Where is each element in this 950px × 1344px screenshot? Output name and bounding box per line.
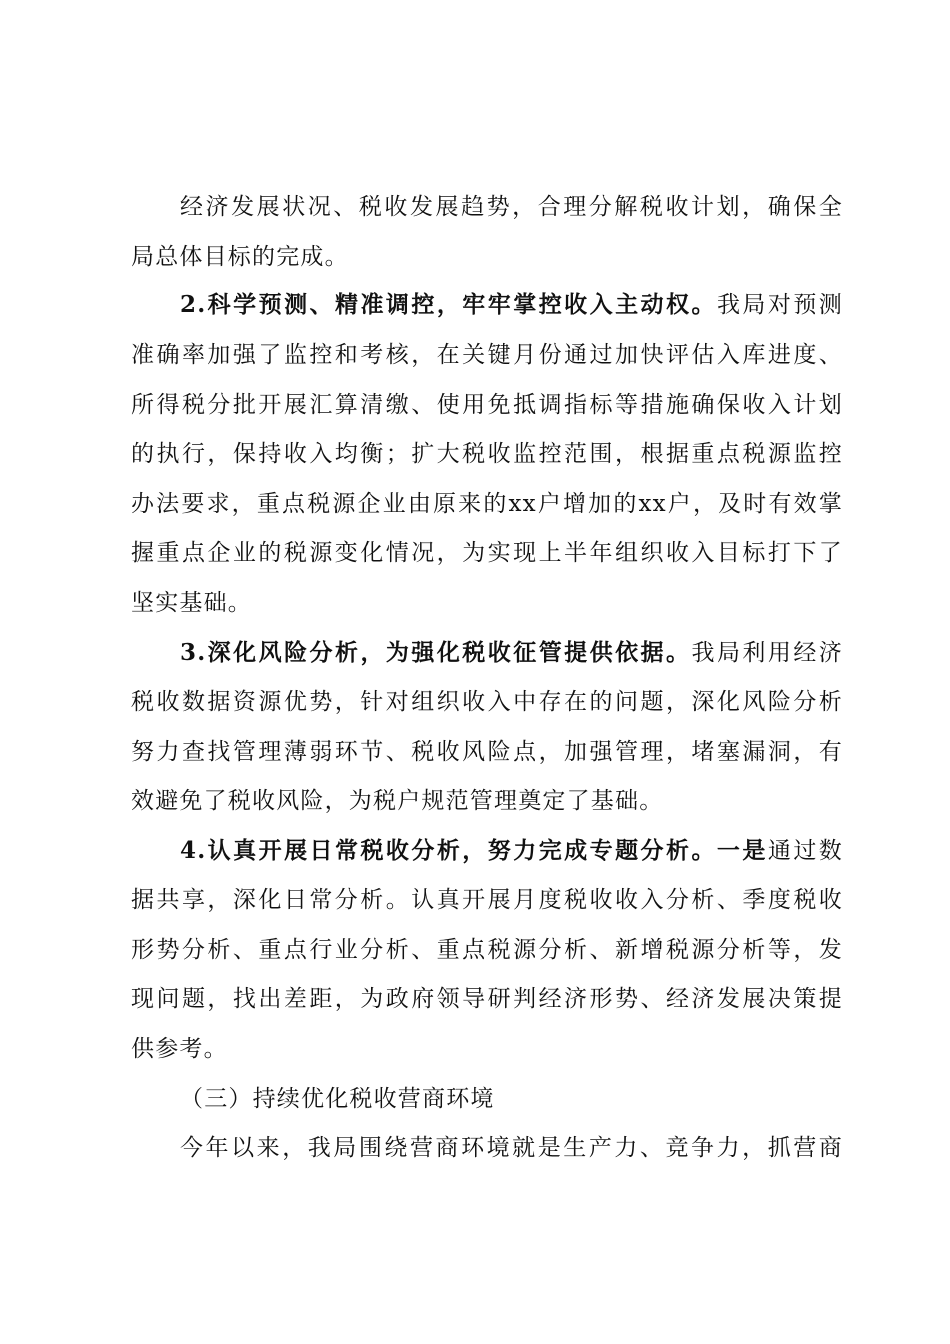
paragraph-line: 供参考。 (131, 1036, 228, 1062)
item-3-text: 我局利用经济 (691, 640, 844, 666)
paragraph-line: 局总体目标的完成。 (131, 244, 349, 270)
paragraph-line: 坚实基础。 (131, 590, 252, 616)
paragraph-line: 握重点企业的税源变化情况，为实现上半年组织收入目标打下了 (131, 540, 843, 566)
paragraph-line: 努力查找管理薄弱环节、税收风险点，加强管理，堵塞漏洞，有 (131, 739, 843, 765)
item-2-text: 我局对预测 (716, 292, 843, 318)
item-4-first-line (180, 836, 843, 866)
paragraph-line: 形势分析、重点行业分析、重点税源分析、新增税源分析等，发 (131, 937, 843, 963)
paragraph-line: 经济发展状况、税收发展趋势，合理分解税收计划，确保全 (180, 194, 843, 220)
item-2-first-line (180, 290, 843, 320)
paragraph-line: 效避免了税收风险，为税户规范管理奠定了基础。 (131, 788, 664, 814)
section-heading: （三）持续优化税收营商环境 (180, 1086, 495, 1112)
item-2-heading: 2.科学预测、精准调控，牢牢掌控收入主动权。 (180, 291, 717, 318)
paragraph-line: 税收数据资源优势，针对组织收入中存在的问题，深化风险分析 (131, 689, 843, 715)
paragraph-line: 据共享，深化日常分析。认真开展月度税收收入分析、季度税收 (131, 887, 843, 913)
paragraph-line: 的执行，保持收入均衡；扩大税收监控范围，根据重点税源监控 (131, 441, 843, 467)
paragraph-line: 办法要求，重点税源企业由原来的xx户增加的xx户，及时有效掌 (131, 491, 843, 517)
item-4-heading: 4.认真开展日常税收分析，努力完成专题分析。一是 (180, 837, 768, 864)
item-3-heading: 3.深化风险分析，为强化税收征管提供依据。 (180, 639, 692, 666)
item-3-first-line (180, 638, 843, 668)
item-4-text: 通过数 (767, 838, 844, 864)
paragraph-line: 准确率加强了监控和考核，在关键月份通过加快评估入库进度、 (131, 342, 843, 368)
paragraph-line: 今年以来，我局围绕营商环境就是生产力、竞争力，抓营商 (180, 1135, 843, 1161)
paragraph-line: 现问题，找出差距，为政府领导研判经济形势、经济发展决策提 (131, 986, 843, 1012)
paragraph-line: 所得税分批开展汇算清缴、使用免抵调指标等措施确保收入计划 (131, 392, 843, 418)
